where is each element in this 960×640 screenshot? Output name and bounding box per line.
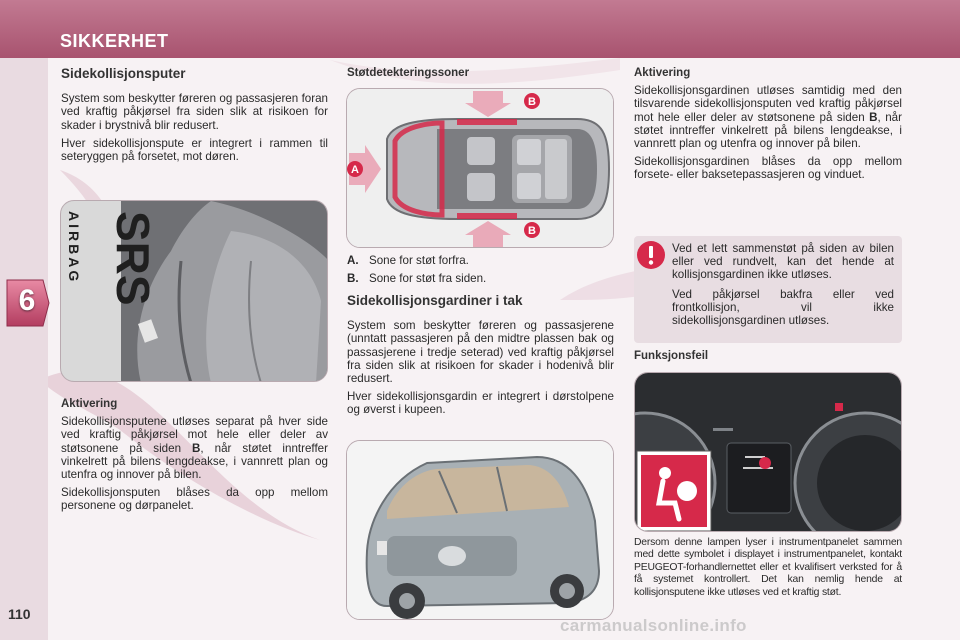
paragraph: System som beskytter føreren og passasjerene (unntatt passasjeren på den midtre plassen bak og passasjerene i tredje seterad) ved kraftig påkjørsel fra siden slik at risikoen for skader i hodenivå blir redusert. xyxy=(347,319,614,386)
zone-b-top-label: B xyxy=(528,96,536,108)
seat-illustration xyxy=(61,201,328,382)
column-1-activation xyxy=(61,398,328,518)
paragraph: System som beskytter føreren og passasjeren foran ved kraftig påkjørsel fra siden slik at risikoen for skader i brystnivå blir redusert. xyxy=(61,92,328,132)
paragraph: Sidekollisjonsgardinen utløses samtidig med den tilsvarende sidekollisjonsputen ved kraftig påkjørsel mot hele eller deler av støtsonene på siden B, når støtet inntreffer vinkelrett på bilens lengdeakse, i vannrett plan og utenfra og innover på bilen. xyxy=(634,84,902,151)
zone-a-label: A xyxy=(351,164,359,176)
warning-exclamation-icon xyxy=(636,240,666,270)
list-item: A. Sone for støt forfra. xyxy=(347,254,469,267)
warning-paragraph: Ved et lett sammenstøt på siden av bilen eller ved rundvelt, kan det hende at kollisjonsgardinen ikke utløses. xyxy=(672,242,894,282)
seat-srs-airbag-image xyxy=(60,200,328,382)
watermark: carmanualsonline.info xyxy=(560,616,747,635)
column-3-activation xyxy=(634,67,902,187)
activation-heading: Aktivering xyxy=(634,67,691,79)
page-title: SIKKERHET xyxy=(60,31,169,51)
fault-heading: Funksjonsfeil xyxy=(634,350,709,362)
paragraph: Hver sidekollisjonspute er integrert i rammen til seteryggen på forsetet, mot døren. xyxy=(61,136,328,164)
fault-description: Dersom denne lampen lyser i instrumentpanelet sammen med dette symbolet i displayet i instrumentpanelet, kontakt PEUGEOT-forhandlernettet eller et kvalifisert verksted for å få systemet kontrollert. Det kan nemlig hende at kollisjonsputene ikke utløses ved et kraftig støt. xyxy=(634,537,902,598)
section-heading-side-airbags: Sidekollisjonsputer xyxy=(61,66,186,81)
dashboard-illustration xyxy=(635,373,902,532)
paragraph: Sidekollisjonsputene utløses separat på hver side ved kraftig påkjørsel mot hele eller deler av støtsonene på siden B, når støtet inntreffer vinkelrett på bilens lengdeakse, i vannrett plan og utenfra og innover på bilen. xyxy=(61,415,328,482)
page-number: 110 xyxy=(8,606,31,622)
column-1-intro xyxy=(61,67,328,168)
srs-label: SRS xyxy=(107,211,159,306)
warning-paragraph: Ved påkjørsel bakfra eller ved frontkollisjon, vil ikke sidekollisjonsgardinen utløses. xyxy=(672,287,894,328)
airbag-label: AIRBAG xyxy=(66,211,82,285)
fault-heading-block xyxy=(634,350,902,367)
paragraph: Sidekollisjonsputen blåses da opp mellom personene og dørpanelet. xyxy=(61,486,328,513)
impact-zones-heading: Støtdetekteringssoner xyxy=(347,67,470,79)
car-top-view-diagram xyxy=(347,89,614,248)
paragraph: Hver sidekollisjonsgardin er integrert i dørstolpene og øverst i kupeen. xyxy=(347,390,614,417)
suv-illustration xyxy=(347,441,614,620)
warning-text xyxy=(672,242,894,333)
activation-heading: Aktivering xyxy=(61,398,118,410)
left-margin-strip xyxy=(0,58,48,640)
zone-legend-list xyxy=(347,254,614,290)
instrument-panel-image xyxy=(634,372,902,532)
section-heading-curtain-airbags: Sidekollisjonsgardiner i tak xyxy=(347,293,523,308)
zones-heading-block xyxy=(347,67,614,84)
paragraph: Sidekollisjonsgardinen blåses da opp mellom forsete- eller baksetepassasjeren og vinduet. xyxy=(634,155,902,182)
car-curtain-airbag-image xyxy=(346,440,614,620)
zone-b-bottom-label: B xyxy=(528,225,536,237)
column-2-curtains xyxy=(347,294,614,422)
list-item: B. Sone for støt fra siden. xyxy=(347,272,487,286)
impact-zones-diagram xyxy=(346,88,614,248)
chapter-number: 6 xyxy=(18,284,36,317)
